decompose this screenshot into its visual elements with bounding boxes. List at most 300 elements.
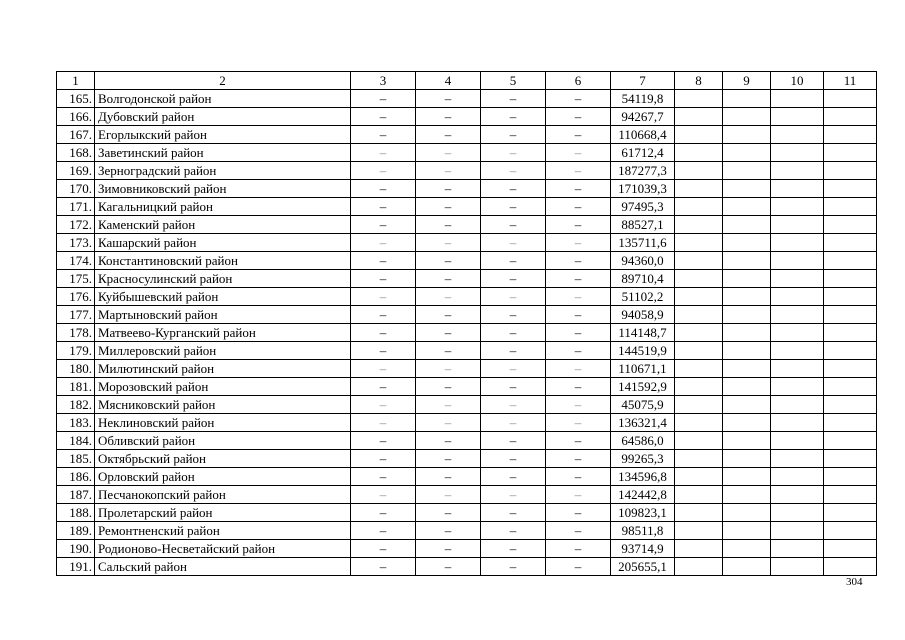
- col6-cell: –: [546, 144, 611, 162]
- table-body: [57, 90, 877, 576]
- col6-cell: –: [546, 522, 611, 540]
- col7-value-cell: 205655,1: [611, 558, 675, 576]
- row-number-cell: 174.: [57, 252, 95, 270]
- col8-cell: [675, 234, 723, 252]
- col11-cell: [824, 432, 877, 450]
- table-row: [57, 432, 877, 450]
- col-header-1: 1: [57, 72, 95, 90]
- district-name-cell: Матвеево-Курганский район: [95, 324, 351, 342]
- col4-cell: –: [416, 108, 481, 126]
- col10-cell: [771, 144, 824, 162]
- col6-cell: –: [546, 342, 611, 360]
- row-number-cell: 170.: [57, 180, 95, 198]
- row-number-cell: 166.: [57, 108, 95, 126]
- col11-cell: [824, 342, 877, 360]
- col4-cell: –: [416, 468, 481, 486]
- col6-cell: –: [546, 432, 611, 450]
- col7-value-cell: 51102,2: [611, 288, 675, 306]
- col9-cell: [723, 252, 771, 270]
- col9-cell: [723, 324, 771, 342]
- col10-cell: [771, 378, 824, 396]
- table-row: [57, 324, 877, 342]
- col9-cell: [723, 342, 771, 360]
- col10-cell: [771, 108, 824, 126]
- row-number-cell: 175.: [57, 270, 95, 288]
- district-name-cell: Пролетарский район: [95, 504, 351, 522]
- col8-cell: [675, 108, 723, 126]
- col9-cell: [723, 504, 771, 522]
- col9-cell: [723, 522, 771, 540]
- col3-cell: –: [351, 126, 416, 144]
- col9-cell: [723, 144, 771, 162]
- col11-cell: [824, 450, 877, 468]
- col9-cell: [723, 540, 771, 558]
- col3-cell: –: [351, 324, 416, 342]
- col-header-3: 3: [351, 72, 416, 90]
- col6-cell: –: [546, 108, 611, 126]
- col10-cell: [771, 90, 824, 108]
- col9-cell: [723, 234, 771, 252]
- col7-value-cell: 97495,3: [611, 198, 675, 216]
- col3-cell: –: [351, 504, 416, 522]
- col3-cell: –: [351, 306, 416, 324]
- district-name-cell: Октябрьский район: [95, 450, 351, 468]
- col11-cell: [824, 144, 877, 162]
- district-name-cell: Обливский район: [95, 432, 351, 450]
- row-number-cell: 180.: [57, 360, 95, 378]
- col3-cell: –: [351, 144, 416, 162]
- row-number-cell: 182.: [57, 396, 95, 414]
- col5-cell: –: [481, 450, 546, 468]
- col5-cell: –: [481, 558, 546, 576]
- col4-cell: –: [416, 216, 481, 234]
- col7-value-cell: 171039,3: [611, 180, 675, 198]
- col8-cell: [675, 126, 723, 144]
- col10-cell: [771, 216, 824, 234]
- district-name-cell: Милютинский район: [95, 360, 351, 378]
- col5-cell: –: [481, 522, 546, 540]
- col-header-9: 9: [723, 72, 771, 90]
- row-number-cell: 165.: [57, 90, 95, 108]
- table-row: [57, 342, 877, 360]
- col3-cell: –: [351, 162, 416, 180]
- col5-cell: –: [481, 180, 546, 198]
- col4-cell: –: [416, 252, 481, 270]
- col7-value-cell: 88527,1: [611, 216, 675, 234]
- col7-value-cell: 110668,4: [611, 126, 675, 144]
- col10-cell: [771, 306, 824, 324]
- district-name-cell: Егорлыкский район: [95, 126, 351, 144]
- col11-cell: [824, 414, 877, 432]
- district-name-cell: Красносулинский район: [95, 270, 351, 288]
- row-number-cell: 183.: [57, 414, 95, 432]
- col6-cell: –: [546, 450, 611, 468]
- col11-cell: [824, 468, 877, 486]
- row-number-cell: 167.: [57, 126, 95, 144]
- district-name-cell: Ремонтненский район: [95, 522, 351, 540]
- col8-cell: [675, 396, 723, 414]
- col8-cell: [675, 216, 723, 234]
- col4-cell: –: [416, 288, 481, 306]
- col5-cell: –: [481, 414, 546, 432]
- col3-cell: –: [351, 378, 416, 396]
- row-number-cell: 176.: [57, 288, 95, 306]
- col7-value-cell: 89710,4: [611, 270, 675, 288]
- row-number-cell: 191.: [57, 558, 95, 576]
- col6-cell: –: [546, 162, 611, 180]
- col5-cell: –: [481, 162, 546, 180]
- col6-cell: –: [546, 306, 611, 324]
- col8-cell: [675, 288, 723, 306]
- col8-cell: [675, 306, 723, 324]
- col6-cell: –: [546, 360, 611, 378]
- col4-cell: –: [416, 432, 481, 450]
- col9-cell: [723, 180, 771, 198]
- col11-cell: [824, 558, 877, 576]
- col9-cell: [723, 378, 771, 396]
- col10-cell: [771, 468, 824, 486]
- table-row: [57, 198, 877, 216]
- col7-value-cell: 110671,1: [611, 360, 675, 378]
- col11-cell: [824, 288, 877, 306]
- col5-cell: –: [481, 342, 546, 360]
- col3-cell: –: [351, 540, 416, 558]
- col11-cell: [824, 522, 877, 540]
- col7-value-cell: 141592,9: [611, 378, 675, 396]
- col6-cell: –: [546, 126, 611, 144]
- col6-cell: –: [546, 216, 611, 234]
- row-number-cell: 187.: [57, 486, 95, 504]
- district-name-cell: Сальский район: [95, 558, 351, 576]
- row-number-cell: 184.: [57, 432, 95, 450]
- district-name-cell: Мартыновский район: [95, 306, 351, 324]
- table-row: [57, 468, 877, 486]
- col5-cell: –: [481, 324, 546, 342]
- district-name-cell: Песчанокопский район: [95, 486, 351, 504]
- col9-cell: [723, 90, 771, 108]
- col10-cell: [771, 198, 824, 216]
- col5-cell: –: [481, 360, 546, 378]
- col3-cell: –: [351, 558, 416, 576]
- col-header-8: 8: [675, 72, 723, 90]
- col6-cell: –: [546, 198, 611, 216]
- col8-cell: [675, 540, 723, 558]
- col3-cell: –: [351, 216, 416, 234]
- col4-cell: –: [416, 198, 481, 216]
- col5-cell: –: [481, 432, 546, 450]
- col6-cell: –: [546, 540, 611, 558]
- col4-cell: –: [416, 360, 481, 378]
- col3-cell: –: [351, 342, 416, 360]
- col7-value-cell: 99265,3: [611, 450, 675, 468]
- col6-cell: –: [546, 396, 611, 414]
- col9-cell: [723, 414, 771, 432]
- row-number-cell: 186.: [57, 468, 95, 486]
- col11-cell: [824, 252, 877, 270]
- col7-value-cell: 187277,3: [611, 162, 675, 180]
- col7-value-cell: 94267,7: [611, 108, 675, 126]
- col7-value-cell: 94360,0: [611, 252, 675, 270]
- col10-cell: [771, 558, 824, 576]
- row-number-cell: 172.: [57, 216, 95, 234]
- col4-cell: –: [416, 558, 481, 576]
- col8-cell: [675, 378, 723, 396]
- col9-cell: [723, 270, 771, 288]
- table-row: [57, 378, 877, 396]
- district-name-cell: Неклиновский район: [95, 414, 351, 432]
- col10-cell: [771, 396, 824, 414]
- col-header-10: 10: [771, 72, 824, 90]
- col8-cell: [675, 360, 723, 378]
- col11-cell: [824, 324, 877, 342]
- district-name-cell: Дубовский район: [95, 108, 351, 126]
- col3-cell: –: [351, 396, 416, 414]
- table-row: [57, 144, 877, 162]
- row-number-cell: 169.: [57, 162, 95, 180]
- col11-cell: [824, 216, 877, 234]
- district-name-cell: Кашарский район: [95, 234, 351, 252]
- col11-cell: [824, 162, 877, 180]
- col8-cell: [675, 180, 723, 198]
- col11-cell: [824, 108, 877, 126]
- table-row: [57, 540, 877, 558]
- col8-cell: [675, 252, 723, 270]
- col10-cell: [771, 450, 824, 468]
- col8-cell: [675, 342, 723, 360]
- district-name-cell: Морозовский район: [95, 378, 351, 396]
- col7-value-cell: 98511,8: [611, 522, 675, 540]
- col10-cell: [771, 504, 824, 522]
- col4-cell: –: [416, 234, 481, 252]
- district-name-cell: Родионово-Несветайский район: [95, 540, 351, 558]
- col10-cell: [771, 522, 824, 540]
- col3-cell: –: [351, 180, 416, 198]
- col11-cell: [824, 486, 877, 504]
- table-row: [57, 270, 877, 288]
- table-row: [57, 450, 877, 468]
- col7-value-cell: 94058,9: [611, 306, 675, 324]
- col9-cell: [723, 450, 771, 468]
- row-number-cell: 188.: [57, 504, 95, 522]
- col-header-11: 11: [824, 72, 877, 90]
- col10-cell: [771, 486, 824, 504]
- col5-cell: –: [481, 486, 546, 504]
- row-number-cell: 181.: [57, 378, 95, 396]
- col8-cell: [675, 450, 723, 468]
- district-name-cell: Волгодонской район: [95, 90, 351, 108]
- col3-cell: –: [351, 270, 416, 288]
- col8-cell: [675, 324, 723, 342]
- col7-value-cell: 142442,8: [611, 486, 675, 504]
- district-name-cell: Зимовниковский район: [95, 180, 351, 198]
- col3-cell: –: [351, 432, 416, 450]
- table-row: [57, 90, 877, 108]
- col5-cell: –: [481, 468, 546, 486]
- district-name-cell: Заветинский район: [95, 144, 351, 162]
- col6-cell: –: [546, 288, 611, 306]
- col6-cell: –: [546, 252, 611, 270]
- col6-cell: –: [546, 414, 611, 432]
- table-row: [57, 162, 877, 180]
- col10-cell: [771, 270, 824, 288]
- col9-cell: [723, 558, 771, 576]
- row-number-cell: 179.: [57, 342, 95, 360]
- col4-cell: –: [416, 306, 481, 324]
- table-row: [57, 288, 877, 306]
- col6-cell: –: [546, 468, 611, 486]
- col6-cell: –: [546, 90, 611, 108]
- col-header-5: 5: [481, 72, 546, 90]
- col8-cell: [675, 522, 723, 540]
- col9-cell: [723, 216, 771, 234]
- col3-cell: –: [351, 252, 416, 270]
- table-row: [57, 234, 877, 252]
- col7-value-cell: 109823,1: [611, 504, 675, 522]
- table-row: [57, 360, 877, 378]
- col8-cell: [675, 90, 723, 108]
- col11-cell: [824, 360, 877, 378]
- page-number: 304: [846, 576, 863, 588]
- col9-cell: [723, 288, 771, 306]
- table-row: [57, 396, 877, 414]
- col11-cell: [824, 306, 877, 324]
- col5-cell: –: [481, 126, 546, 144]
- col10-cell: [771, 252, 824, 270]
- col8-cell: [675, 162, 723, 180]
- col4-cell: –: [416, 180, 481, 198]
- table-row: [57, 306, 877, 324]
- col10-cell: [771, 540, 824, 558]
- district-name-cell: Кагальницкий район: [95, 198, 351, 216]
- col9-cell: [723, 162, 771, 180]
- row-number-cell: 171.: [57, 198, 95, 216]
- col9-cell: [723, 198, 771, 216]
- col3-cell: –: [351, 522, 416, 540]
- col5-cell: –: [481, 90, 546, 108]
- col3-cell: –: [351, 234, 416, 252]
- col7-value-cell: 134596,8: [611, 468, 675, 486]
- col7-value-cell: 135711,6: [611, 234, 675, 252]
- col4-cell: –: [416, 540, 481, 558]
- col7-value-cell: 45075,9: [611, 396, 675, 414]
- col6-cell: –: [546, 558, 611, 576]
- col5-cell: –: [481, 108, 546, 126]
- data-table: [56, 71, 877, 576]
- col11-cell: [824, 180, 877, 198]
- col6-cell: –: [546, 486, 611, 504]
- col6-cell: –: [546, 234, 611, 252]
- col3-cell: –: [351, 468, 416, 486]
- col11-cell: [824, 396, 877, 414]
- col8-cell: [675, 414, 723, 432]
- col7-value-cell: 54119,8: [611, 90, 675, 108]
- col3-cell: –: [351, 360, 416, 378]
- col3-cell: –: [351, 450, 416, 468]
- col9-cell: [723, 432, 771, 450]
- table-row: [57, 108, 877, 126]
- col3-cell: –: [351, 108, 416, 126]
- col3-cell: –: [351, 288, 416, 306]
- district-name-cell: Зерноградский район: [95, 162, 351, 180]
- col3-cell: –: [351, 198, 416, 216]
- col5-cell: –: [481, 270, 546, 288]
- col5-cell: –: [481, 288, 546, 306]
- col5-cell: –: [481, 216, 546, 234]
- col-header-7: 7: [611, 72, 675, 90]
- row-number-cell: 178.: [57, 324, 95, 342]
- col7-value-cell: 144519,9: [611, 342, 675, 360]
- district-name-cell: Орловский район: [95, 468, 351, 486]
- col10-cell: [771, 360, 824, 378]
- col7-value-cell: 93714,9: [611, 540, 675, 558]
- table-row: [57, 504, 877, 522]
- col4-cell: –: [416, 144, 481, 162]
- col7-value-cell: 114148,7: [611, 324, 675, 342]
- col8-cell: [675, 270, 723, 288]
- col4-cell: –: [416, 450, 481, 468]
- col11-cell: [824, 270, 877, 288]
- col8-cell: [675, 486, 723, 504]
- col11-cell: [824, 378, 877, 396]
- col9-cell: [723, 108, 771, 126]
- col5-cell: –: [481, 396, 546, 414]
- col5-cell: –: [481, 234, 546, 252]
- col9-cell: [723, 468, 771, 486]
- col5-cell: –: [481, 198, 546, 216]
- row-number-cell: 173.: [57, 234, 95, 252]
- table-row: [57, 558, 877, 576]
- row-number-cell: 189.: [57, 522, 95, 540]
- col10-cell: [771, 180, 824, 198]
- col6-cell: –: [546, 270, 611, 288]
- col4-cell: –: [416, 270, 481, 288]
- col4-cell: –: [416, 162, 481, 180]
- col10-cell: [771, 324, 824, 342]
- col10-cell: [771, 414, 824, 432]
- col3-cell: –: [351, 414, 416, 432]
- table-row: [57, 486, 877, 504]
- row-number-cell: 190.: [57, 540, 95, 558]
- table-row: [57, 180, 877, 198]
- col5-cell: –: [481, 306, 546, 324]
- table-row: [57, 126, 877, 144]
- col6-cell: –: [546, 324, 611, 342]
- col9-cell: [723, 396, 771, 414]
- col-header-6: 6: [546, 72, 611, 90]
- col8-cell: [675, 468, 723, 486]
- col8-cell: [675, 558, 723, 576]
- col10-cell: [771, 126, 824, 144]
- header-row: [57, 72, 877, 90]
- district-name-cell: Каменский район: [95, 216, 351, 234]
- table-row: [57, 216, 877, 234]
- col11-cell: [824, 234, 877, 252]
- col6-cell: –: [546, 180, 611, 198]
- col8-cell: [675, 432, 723, 450]
- row-number-cell: 185.: [57, 450, 95, 468]
- col10-cell: [771, 234, 824, 252]
- col7-value-cell: 61712,4: [611, 144, 675, 162]
- col9-cell: [723, 306, 771, 324]
- district-name-cell: Константиновский район: [95, 252, 351, 270]
- col9-cell: [723, 486, 771, 504]
- col10-cell: [771, 288, 824, 306]
- table-row: [57, 414, 877, 432]
- col-header-4: 4: [416, 72, 481, 90]
- col10-cell: [771, 342, 824, 360]
- col4-cell: –: [416, 126, 481, 144]
- col4-cell: –: [416, 324, 481, 342]
